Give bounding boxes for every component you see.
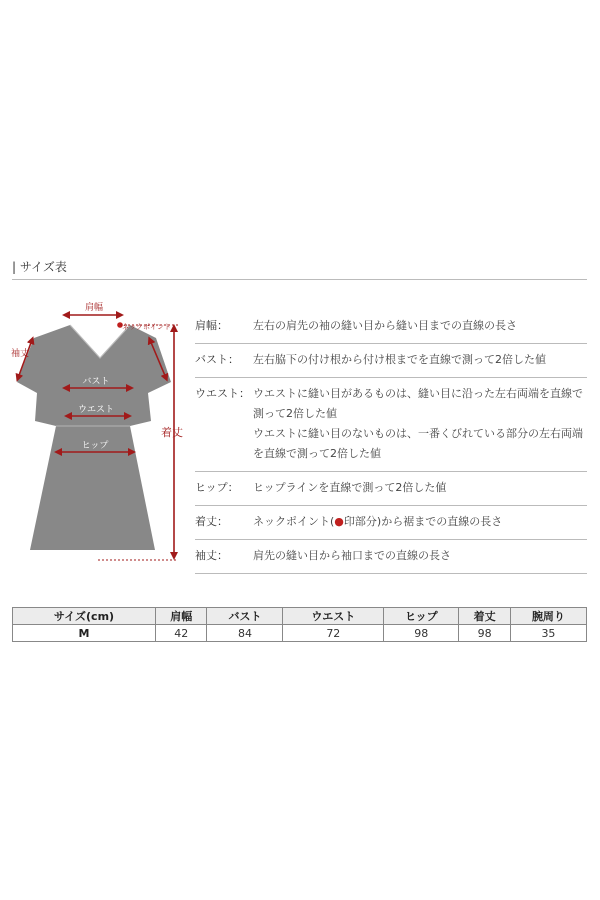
definition-row: [195, 472, 587, 506]
size-table-header: ウエスト: [283, 608, 384, 625]
size-table-cell: 84: [207, 625, 283, 642]
definition-term: ウエスト：: [195, 387, 250, 400]
definition-line: ウエストに縫い目のないものは、一番くびれている部分の左右両端: [253, 427, 583, 440]
diagram-label-waist: ウエスト: [77, 405, 115, 415]
size-table-cell: 98: [459, 625, 510, 642]
size-table-header: 着丈: [459, 608, 510, 625]
definition-term: 着丈：: [195, 515, 228, 528]
diagram-label-hip: ヒップ: [81, 441, 109, 451]
section-divider: [12, 279, 587, 280]
diagram-label-neckpoint: ネックポイント: [122, 323, 171, 331]
definition-line: ウエストに縫い目があるものは、縫い目に沿った左右両端を直線で: [253, 387, 583, 400]
size-table-header: ヒップ: [384, 608, 459, 625]
size-table-header: 肩幅: [156, 608, 207, 625]
measurement-definitions: [195, 310, 587, 574]
definition-text: [253, 384, 587, 464]
definition-term: バスト：: [195, 353, 239, 366]
size-table: [12, 607, 587, 642]
diagram-label-length: 着丈: [161, 426, 183, 439]
definition-row: [195, 378, 587, 472]
diagram-label-sleeve: 袖丈: [11, 349, 30, 359]
dress-measurement-diagram: [8, 298, 193, 568]
definition-term: 袖丈：: [195, 549, 228, 562]
size-table-cell: 72: [283, 625, 384, 642]
definition-row: [195, 310, 587, 344]
definition-line: を直線で測って2倍した値: [253, 447, 381, 460]
section-title: | サイズ表: [12, 260, 67, 274]
size-table-cell: 42: [156, 625, 207, 642]
definition-row: [195, 506, 587, 540]
definition-text-pre: ネックポイント(: [253, 515, 335, 528]
size-table-cell: M: [13, 625, 156, 642]
definition-text: 肩先の縫い目から袖口までの直線の長さ: [253, 549, 451, 562]
size-table-header-row: [13, 608, 587, 625]
definition-row: [195, 540, 587, 574]
definition-term: 肩幅：: [195, 319, 228, 332]
definition-text: ヒップラインを直線で測って2倍した値: [253, 481, 447, 494]
definition-text: 左右の肩先の袖の縫い目から縫い目までの直線の長さ: [253, 319, 517, 332]
red-dot-icon: ●: [334, 515, 344, 528]
definition-term: ヒップ：: [195, 481, 239, 494]
size-table-header: バスト: [207, 608, 283, 625]
size-table-cell: 98: [384, 625, 459, 642]
definition-text: 左右脇下の付け根から付け根までを直線で測って2倍した値: [253, 353, 546, 366]
dress-silhouette: [17, 325, 171, 550]
diagram-label-shoulder: 肩幅: [84, 303, 104, 313]
table-row: [13, 625, 587, 642]
definition-row: [195, 344, 587, 378]
definition-line: 測って2倍した値: [253, 407, 337, 420]
diagram-label-bust: バスト: [82, 377, 110, 387]
definition-text-post: 印部分)から裾までの直線の長さ: [343, 515, 503, 528]
size-table-header: サイズ(cm): [13, 608, 156, 625]
size-table-cell: 35: [510, 625, 586, 642]
definition-text: [253, 512, 587, 532]
size-table-header: 腕周り: [510, 608, 586, 625]
